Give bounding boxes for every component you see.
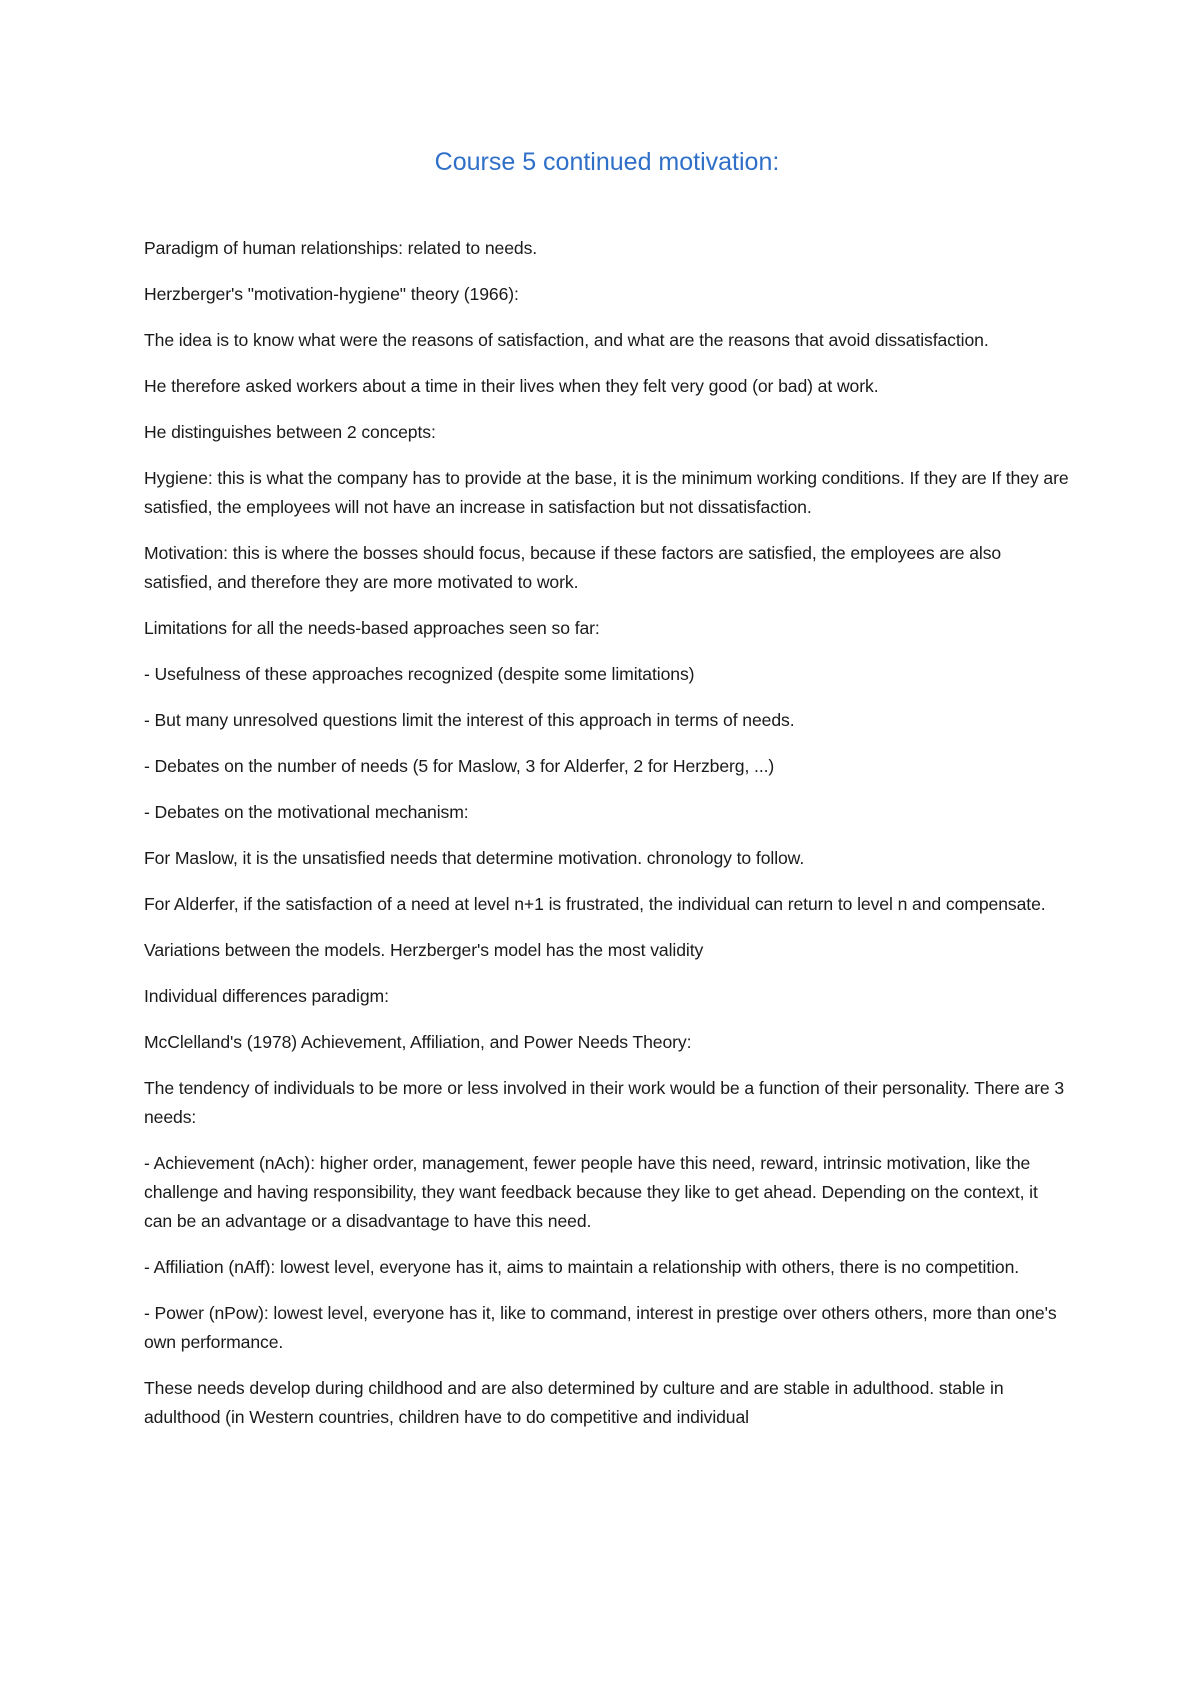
- paragraph-19: - Achievement (nAch): higher order, management, fewer people have this need, reward, intrinsic motivation, like the challenge and having responsibility, they want feedback because they like to get ahead. Depending on the context, it can be an advantage or a disadvantage to have this need.: [144, 1153, 1038, 1231]
- paragraph-3: The idea is to know what were the reasons of satisfaction, and what are the reasons that avoid dissatisfaction.: [144, 330, 989, 350]
- paragraph-22: These needs develop during childhood and are also determined by culture and are stable in adulthood. stable in adulthood (in Western countries, children have to do competitive and individual: [144, 1378, 1004, 1427]
- paragraph-7: Motivation: this is where the bosses should focus, because if these factors are satisfied, the employees are also satisfied, and therefore they are more motivated to work.: [144, 543, 1002, 592]
- paragraph-17: McClelland's (1978) Achievement, Affiliation, and Power Needs Theory:: [144, 1032, 692, 1052]
- paragraph-14: For Alderfer, if the satisfaction of a need at level n+1 is frustrated, the individual can return to level n and compensate.: [144, 894, 1046, 914]
- paragraph-13: For Maslow, it is the unsatisfied needs that determine motivation. chronology to follow.: [144, 848, 805, 868]
- paragraph-6: Hygiene: this is what the company has to provide at the base, it is the minimum working conditions. If they are If they are satisfied, the employees will not have an increase in satisfaction but not dissatisfaction.: [144, 468, 1069, 517]
- paragraph-2: Herzberger's "motivation-hygiene" theory (1966):: [144, 284, 519, 304]
- paragraph-9: - Usefulness of these approaches recognized (despite some limitations): [144, 664, 695, 684]
- paragraph-4: He therefore asked workers about a time in their lives when they felt very good (or bad) at work.: [144, 376, 879, 396]
- paragraph-8: Limitations for all the needs-based approaches seen so far:: [144, 618, 600, 638]
- paragraph-15: Variations between the models. Herzberger's model has the most validity: [144, 940, 704, 960]
- paragraph-10: - But many unresolved questions limit the interest of this approach in terms of needs.: [144, 710, 795, 730]
- paragraph-16: Individual differences paradigm:: [144, 986, 389, 1006]
- document-title: Course 5 continued motivation:: [434, 148, 780, 176]
- paragraph-1: Paradigm of human relationships: related to needs.: [144, 238, 538, 258]
- paragraph-5: He distinguishes between 2 concepts:: [144, 422, 436, 442]
- paragraph-11: - Debates on the number of needs (5 for Maslow, 3 for Alderfer, 2 for Herzberg, ...): [144, 756, 775, 776]
- paragraph-12: - Debates on the motivational mechanism:: [144, 802, 469, 822]
- paragraph-18: The tendency of individuals to be more or less involved in their work would be a function of their personality. There are 3 needs:: [144, 1078, 1065, 1127]
- paragraph-20: - Affiliation (nAff): lowest level, everyone has it, aims to maintain a relationship with others, there is no competition.: [144, 1257, 1020, 1277]
- paragraph-21: - Power (nPow): lowest level, everyone has it, like to command, interest in prestige over others others, more than one's own performance.: [144, 1303, 1057, 1352]
